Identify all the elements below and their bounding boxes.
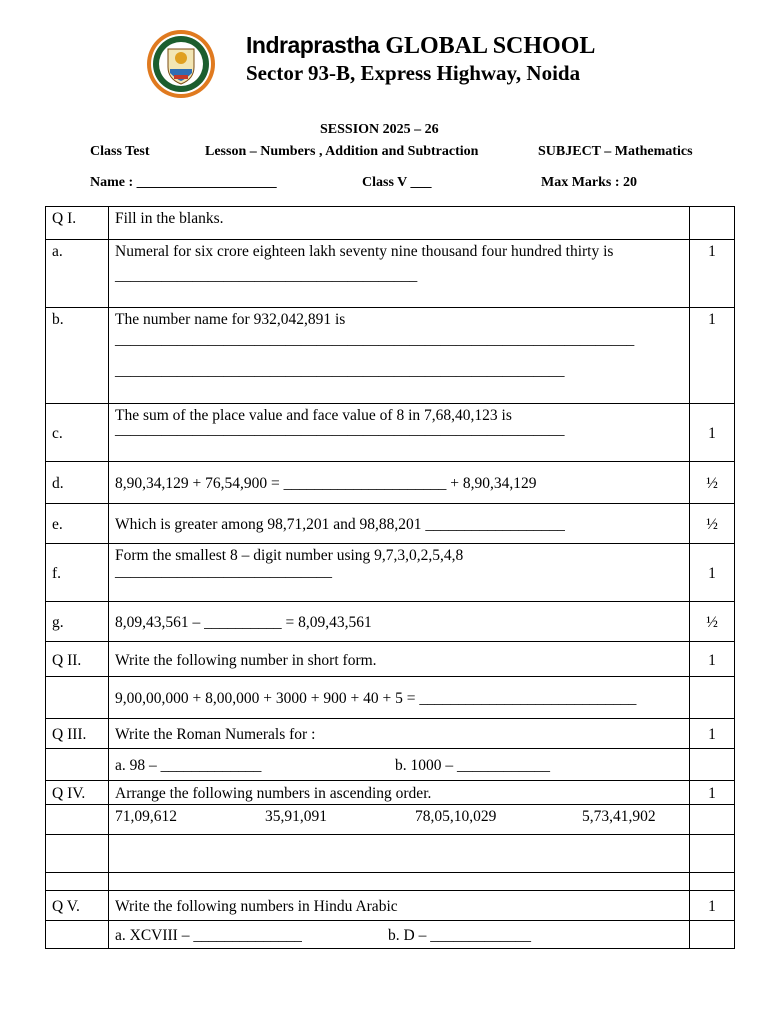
school-name bbox=[246, 32, 595, 60]
item-question: Which is greater among 98,71,201 and 98,88,201 __________________ bbox=[109, 504, 690, 544]
question-title: Write the following number in short form. bbox=[109, 642, 690, 677]
school-name-part2: GLOBAL SCHOOL bbox=[385, 33, 596, 59]
item-question bbox=[109, 749, 690, 781]
answer-blank: _______________________________________ bbox=[115, 267, 418, 284]
item-question: 8,90,34,129 + 76,54,900 = _____________________ + 8,90,34,129 bbox=[109, 462, 690, 504]
marks-cell bbox=[690, 921, 735, 949]
item-text: The sum of the place value and face value of 8 in 7,68,40,123 is bbox=[115, 407, 512, 424]
marks-cell bbox=[690, 207, 735, 240]
answer-blank: __________________________________________________________ bbox=[115, 421, 565, 438]
item-question: 9,00,00,000 + 8,00,000 + 3000 + 900 + 40 + 5 = ____________________________ bbox=[109, 677, 690, 719]
table-row bbox=[46, 404, 735, 462]
question-number: Q IV. bbox=[46, 781, 109, 805]
empty-cell bbox=[46, 835, 109, 873]
answer-blank: ____________________________ bbox=[115, 563, 332, 580]
answer-blank: ___________________________________________________________________ bbox=[115, 331, 635, 348]
item-label: e. bbox=[46, 504, 109, 544]
table-row bbox=[46, 921, 735, 949]
item-text: Form the smallest 8 – digit number using 9,7,3,0,2,5,4,8 bbox=[115, 547, 464, 564]
answer-blank: __________________________________________________________ bbox=[115, 362, 565, 379]
part-b: b. D – _____________ bbox=[388, 927, 531, 944]
marks-cell bbox=[690, 749, 735, 781]
table-row bbox=[46, 602, 735, 642]
item-question bbox=[109, 240, 690, 308]
item-question bbox=[109, 308, 690, 404]
number-item: 5,73,41,902 bbox=[582, 808, 656, 825]
item-question bbox=[109, 544, 690, 602]
item-question bbox=[109, 921, 690, 949]
empty-cell bbox=[46, 749, 109, 781]
school-logo-emblem bbox=[146, 29, 216, 99]
item-text: The number name for 932,042,891 is bbox=[115, 311, 346, 328]
marks-cell: 1 bbox=[690, 891, 735, 921]
table-row bbox=[46, 873, 735, 891]
part-b: b. 1000 – ____________ bbox=[395, 757, 550, 774]
class-label: Class V ___ bbox=[362, 175, 432, 190]
number-item: 71,09,612 bbox=[115, 808, 177, 825]
table-row bbox=[46, 642, 735, 677]
table-row bbox=[46, 781, 735, 805]
table-row bbox=[46, 504, 735, 544]
marks-cell: 1 bbox=[690, 781, 735, 805]
question-title: Write the Roman Numerals for : bbox=[109, 719, 690, 749]
table-row bbox=[46, 891, 735, 921]
part-a: a. XCVIII – ______________ bbox=[115, 927, 302, 944]
marks-cell bbox=[690, 873, 735, 891]
marks-cell: 1 bbox=[690, 308, 735, 404]
marks-cell: ½ bbox=[690, 504, 735, 544]
marks-cell: 1 bbox=[690, 544, 735, 602]
table-row bbox=[46, 835, 735, 873]
school-address: Sector 93-B, Express Highway, Noida bbox=[246, 61, 581, 85]
answer-cell bbox=[109, 873, 690, 891]
table-row bbox=[46, 462, 735, 504]
school-name-part1: Indraprastha bbox=[246, 32, 380, 58]
item-label: a. bbox=[46, 240, 109, 308]
table-row bbox=[46, 544, 735, 602]
marks-cell bbox=[690, 805, 735, 835]
question-table bbox=[45, 206, 735, 949]
marks-cell: 1 bbox=[690, 240, 735, 308]
marks-cell bbox=[690, 677, 735, 719]
subject-label: SUBJECT – Mathematics bbox=[538, 144, 693, 159]
question-title: Arrange the following numbers in ascending order. bbox=[109, 781, 690, 805]
table-row bbox=[46, 240, 735, 308]
question-title: Fill in the blanks. bbox=[109, 207, 690, 240]
name-field-label: Name : ____________________ bbox=[90, 175, 277, 190]
marks-cell: ½ bbox=[690, 462, 735, 504]
item-question: 8,09,43,561 – __________ = 8,09,43,561 bbox=[109, 602, 690, 642]
question-number: Q V. bbox=[46, 891, 109, 921]
lesson-label: Lesson – Numbers , Addition and Subtraction bbox=[205, 144, 479, 159]
empty-cell bbox=[46, 921, 109, 949]
marks-cell: 1 bbox=[690, 719, 735, 749]
item-question bbox=[109, 404, 690, 462]
question-number: Q II. bbox=[46, 642, 109, 677]
item-label: d. bbox=[46, 462, 109, 504]
marks-cell: ½ bbox=[690, 602, 735, 642]
question-number: Q I. bbox=[46, 207, 109, 240]
table-row bbox=[46, 719, 735, 749]
table-row bbox=[46, 805, 735, 835]
number-item: 78,05,10,029 bbox=[415, 808, 497, 825]
max-marks-label: Max Marks : 20 bbox=[541, 175, 638, 190]
empty-cell bbox=[46, 873, 109, 891]
empty-cell bbox=[46, 805, 109, 835]
empty-cell bbox=[46, 677, 109, 719]
session-label: SESSION 2025 – 26 bbox=[320, 122, 439, 137]
test-type-label: Class Test bbox=[90, 144, 150, 159]
item-text: Numeral for six crore eighteen lakh seventy nine thousand four hundred thirty is bbox=[115, 243, 614, 260]
marks-cell: 1 bbox=[690, 642, 735, 677]
number-item: 35,91,091 bbox=[265, 808, 327, 825]
question-title: Write the following numbers in Hindu Arabic bbox=[109, 891, 690, 921]
marks-cell: 1 bbox=[690, 404, 735, 462]
table-row bbox=[46, 207, 735, 240]
answer-cell bbox=[109, 835, 690, 873]
question-number: Q III. bbox=[46, 719, 109, 749]
table-row bbox=[46, 749, 735, 781]
part-a: a. 98 – _____________ bbox=[115, 757, 262, 774]
table-row bbox=[46, 677, 735, 719]
item-label: g. bbox=[46, 602, 109, 642]
item-label: b. bbox=[46, 308, 109, 404]
number-list bbox=[109, 805, 690, 835]
table-row bbox=[46, 308, 735, 404]
item-label: f. bbox=[46, 544, 109, 602]
item-label: c. bbox=[46, 404, 109, 462]
marks-cell bbox=[690, 835, 735, 873]
